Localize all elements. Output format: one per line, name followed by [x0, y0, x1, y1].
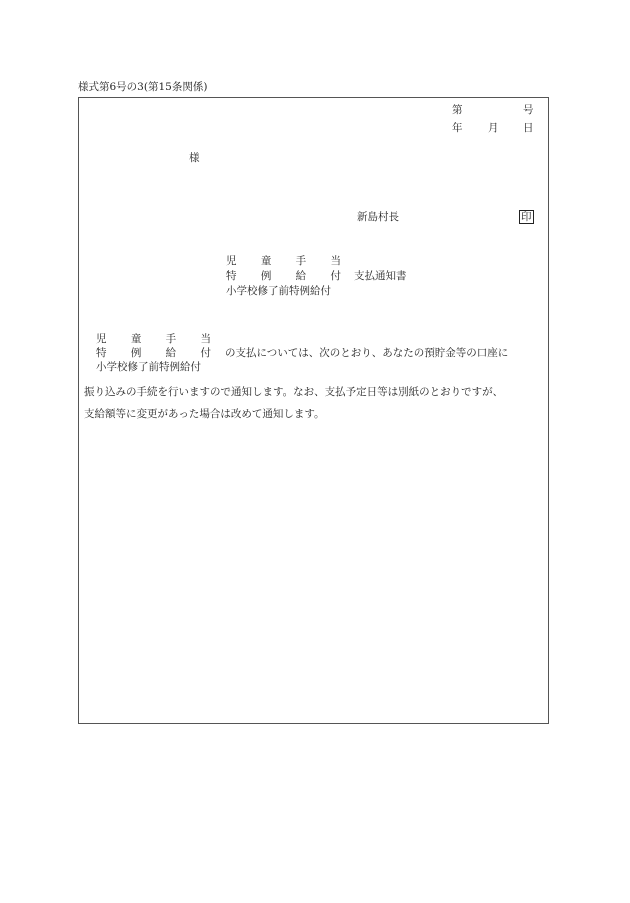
body-char: 当: [200, 333, 211, 345]
doc-number-dai: 第: [452, 104, 463, 116]
title-line-tokurei-kyufu: [226, 271, 341, 282]
title-char: 当: [330, 255, 341, 267]
body-char: 特: [96, 347, 107, 359]
body-char: 付: [200, 347, 211, 359]
seal-mark: 印: [521, 211, 532, 223]
title-char: 童: [260, 255, 272, 267]
date-day: 日: [523, 122, 534, 134]
doc-number-go: 号: [523, 104, 534, 116]
body-char: 児: [96, 333, 107, 345]
body-line1-rest: の支払については、次のとおり、あなたの預貯金等の口座に: [225, 347, 509, 359]
title-char: 特: [226, 270, 237, 282]
title-line-shogakko: 小学校修了前特例給付: [226, 285, 331, 297]
title-char: 児: [226, 255, 237, 267]
body-char: 給: [165, 347, 177, 359]
title-line-jido-teate: [226, 256, 341, 267]
body-char: 手: [165, 333, 177, 345]
form-header: 様式第6号の3(第15条関係): [78, 81, 208, 93]
title-char: 付: [330, 270, 341, 282]
body-line-jido-teate: [96, 334, 211, 345]
date-month: 月: [488, 122, 499, 134]
body-line-shogakko: 小学校修了前特例給付: [96, 361, 201, 373]
title-char: 例: [260, 270, 272, 282]
body-line3: 支給額等に変更があった場合は改めて通知します。: [84, 408, 325, 420]
body-char: 童: [130, 333, 142, 345]
body-line2: 振り込みの手続を行いますので通知します。なお、支払予定日等は別紙のとおりですが、: [84, 386, 504, 398]
title-suffix: 支払通知書: [354, 270, 407, 282]
body-line-tokurei-kyufu: [96, 348, 211, 359]
body-char: 例: [130, 347, 142, 359]
title-char: 手: [295, 255, 307, 267]
issuer-name: 新島村長: [357, 211, 399, 223]
title-char: 給: [295, 270, 307, 282]
date-year: 年: [452, 122, 463, 134]
recipient-suffix: 様: [189, 152, 200, 164]
